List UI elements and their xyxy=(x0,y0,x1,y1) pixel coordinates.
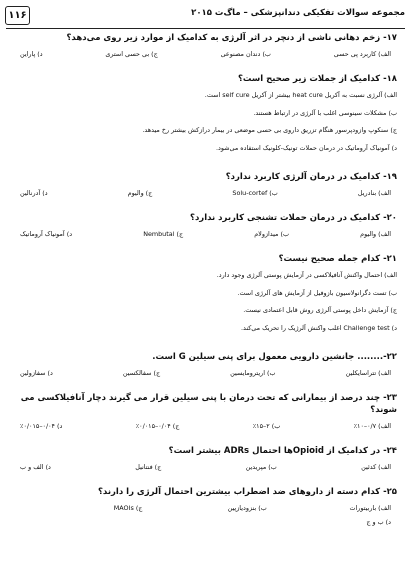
statement-c: ج) سنکوپ وازودپرسور هنگام تزریق داروی بی حسی موضعی در بیمار دراز‌کش بیشتر رخ میدهد. xyxy=(142,126,397,134)
page-number: ۱۱۶ xyxy=(5,6,30,25)
option-d: د) ب و ج xyxy=(366,518,391,526)
question-24 xyxy=(14,445,397,471)
question-list xyxy=(14,32,397,526)
statement-b: ب) تست دگرانولاسیون بازوفیل از آزمایش های آلرژی است. xyxy=(237,288,397,297)
page-header-title: مجموعه سوالات تفکیکی دندانپزشکی – ماگ‌ت ۲۰۱۵ xyxy=(191,8,405,18)
option-c: ج) سفالکسین xyxy=(122,369,161,377)
statement-c: ج) آزمایش داخل پوستی آلرژی روش قابل اعتمادی نیست. xyxy=(243,306,397,314)
header-divider xyxy=(6,28,405,29)
option-a: الف) بنادریل xyxy=(357,189,391,197)
option-a: الف) باربیتورات xyxy=(349,504,391,512)
answer-options xyxy=(14,504,397,526)
answer-options xyxy=(14,189,397,197)
question-17 xyxy=(14,32,397,58)
option-c: ج) ۰/۰۴–۰/۰۱۵٪ xyxy=(135,422,180,430)
option-c: ج) بی حسی استری xyxy=(105,50,158,58)
statement-a: الف) احتمال واکنش آنافیلاکسی در آزمایش پوستی آلرژی وجود دارد. xyxy=(216,271,397,279)
statement-d: د) آمونیاک آروماتیک در درمان حملات تونیک-کلونیک استفاده می‌شود. xyxy=(215,143,397,152)
question-title: ۱۷- زخم دهانی ناشی از دنچر در اثر آلرژی به کدامیک از موارد زیر روی می‌دهد؟ xyxy=(66,33,397,43)
question-title: ۱۹- کدامیک در درمان آلرژی کاربرد ندارد؟ xyxy=(225,172,397,182)
option-d: د) پاراین xyxy=(20,50,43,58)
option-c: ج) والیوم xyxy=(127,189,153,197)
statement-d: د) Challenge test اغلب واکنش آلرژیک را تحریک می‌کند. xyxy=(240,323,397,332)
option-d: د) سفازولین xyxy=(20,369,53,377)
statement-b: ب) مشکلات سینوسی اغلب با آلرژی در ارتباط هستند. xyxy=(253,108,397,117)
option-b: ب) ۲–۱۵٪ xyxy=(252,422,281,430)
question-title: ۲۴- در کدامیک از Opioidها احتمال ADRs بیشتر است؟ xyxy=(168,446,397,456)
question-title: ۱۸- کدامیک از جملات زیر صحیح است؟ xyxy=(237,74,397,84)
option-a: الف) کدئین xyxy=(361,463,391,471)
question-title: ۲۳- چند درصد از بیمارانی که تحت درمان با پنی سیلین قرار می گیرند دچار آنافیلاکسی می شوند؟ xyxy=(20,393,397,415)
option-d: د) الف و ب xyxy=(20,463,51,471)
statement-list xyxy=(14,91,397,152)
answer-options xyxy=(14,369,397,377)
option-b: ب) میدازولام xyxy=(254,230,290,238)
question-title: ۲۱- کدام جمله صحیح نیست؟ xyxy=(278,254,397,264)
option-c: ج) MAOIs xyxy=(113,504,143,512)
question-23 xyxy=(14,392,397,430)
option-a: الف) تتراسایکلین xyxy=(345,369,391,377)
answer-options xyxy=(14,422,397,430)
option-b: ب) مپریدین xyxy=(245,463,277,471)
statement-list xyxy=(14,271,397,332)
question-title: ۲۰- کدامیک در درمان حملات تشنجی کاربرد ندارد؟ xyxy=(190,213,397,223)
option-b: ب) Solu-cortef xyxy=(232,189,278,197)
option-a: الف) والیوم xyxy=(360,230,391,238)
question-18 xyxy=(14,73,397,152)
answer-options xyxy=(14,50,397,58)
answer-options xyxy=(14,463,397,471)
option-c: ج) فنتانیل xyxy=(135,463,162,471)
option-a: الف) کاربرد پی حسی xyxy=(333,50,391,58)
answer-options xyxy=(14,230,397,238)
question-25 xyxy=(14,486,397,526)
statement-a: الف) آلرژی نسبت به آکریل heat cure بیشتر از آکریل self cure است. xyxy=(204,91,397,99)
question-title: ۲۵- کدام دسته از داروهای ضد اضطراب بیشترین احتمال آلرژی را دارند؟ xyxy=(98,487,397,497)
option-a: الف) ۰/۷–۱۰٪ xyxy=(353,422,391,430)
option-b: ب) دندان مصنوعی xyxy=(220,50,271,58)
question-19 xyxy=(14,171,397,197)
question-21 xyxy=(14,253,397,332)
option-b: ب) اریترومایسین xyxy=(230,369,276,377)
option-b: ب) بنزودیازپین xyxy=(227,504,267,512)
question-20 xyxy=(14,212,397,238)
question-title: ۲۲-........ جانشین دارویی معمول برای پنی سیلین G است. xyxy=(152,352,397,362)
option-d: د) آمونیاک آروماتیک xyxy=(20,230,73,238)
question-22 xyxy=(14,351,397,377)
option-c: ج) Nembutal xyxy=(143,230,184,238)
option-d: د) ۰/۰۴–۰/۰۱۵٪ xyxy=(20,422,63,430)
option-d: د) آدرنالین xyxy=(20,189,48,197)
